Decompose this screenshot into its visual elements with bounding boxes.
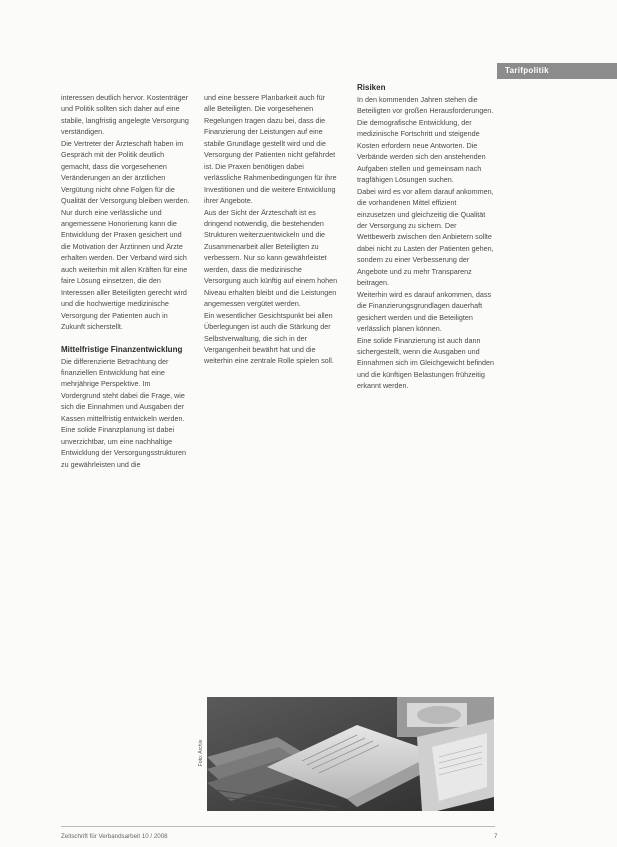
page-number: 7 xyxy=(494,833,498,840)
paragraph: Die differenzierte Betrachtung der finanziellen Entwicklung hat eine mehrjährige Perspektive. Im Vordergrund steht dabei die Frage, wie sich die Einnahmen und Ausgaben der Kassen mittelfristig entwickeln werden. xyxy=(61,356,185,423)
paragraph: Ein wesentlicher Gesichtspunkt bei allen Überlegungen ist auch die Stärkung der Selbstverwaltung, die sich in der Vergangenheit bewährt hat und die weiterhin eine zentrale Rolle spielen soll. xyxy=(204,310,334,366)
footer-publication: Zeitschrift für Verbandsarbeit 10 / 2008 xyxy=(61,833,168,840)
document-photo xyxy=(207,697,494,811)
section-heading: Risiken xyxy=(357,83,386,92)
photo-stacked-folders xyxy=(207,697,494,811)
section-tab: Tarifpolitik xyxy=(497,63,617,79)
paragraph: Weiterhin wird es darauf ankommen, dass die Finanzierungsgrundlagen dauerhaft gesichert werden und die Beteiligten verlässlich planen können. xyxy=(357,289,492,334)
section-heading: Mittelfristige Finanzentwicklung xyxy=(61,344,183,354)
text-column-2 xyxy=(204,92,338,367)
photo-credit-text: Foto: Archiv xyxy=(198,739,204,767)
footer-rule xyxy=(61,826,495,827)
paragraph: Die Vertreter der Ärzteschaft haben im Gespräch mit der Politik deutlich gemacht, dass die vorgesehenen Veränderungen an der ärztlichen Vergütung nicht ohne Folgen für die Qualität der Versorgung bleiben werden. Nur durch eine verlässliche und angemessene Honorierung kann die Entwicklung der Praxen gesichert und die Motivation der Ärztinnen und Ärzte erhalten werden. Der Verband wird sich auch weiterhin mit allen Kräften für eine faire Lösung einsetzen, die den Interessen aller Beteiligten gerecht wird und die hochwertige medizinische Versorgung der Patienten auch in Zukunft sicherstellt. xyxy=(61,138,190,332)
text-column-1 xyxy=(61,92,191,470)
photo-credit xyxy=(197,700,205,810)
paragraph: Dabei wird es vor allem darauf ankommen, die vorhandenen Mittel effizient einzusetzen und gleichzeitig die Qualität der Versorgung zu sichern. Der Wettbewerb zwischen den Anbietern sollte dabei nicht zu Lasten der Patienten gehen, sondern zu einer Verbesserung der Angebote und zu mehr Transparenz beitragen. xyxy=(357,186,494,288)
paragraph: Aus der Sicht der Ärzteschaft ist es dringend notwendig, die bestehenden Strukturen weiterzuentwickeln und die Zusammenarbeit aller Beteiligten zu verbessern. Nur so kann gewährleistet werden, dass die medizinische Versorgung auch künftig auf einem hohen Niveau erhalten bleibt und die Leistungen angemessen vergütet werden. xyxy=(204,207,338,309)
text-column-3 xyxy=(357,82,495,392)
paragraph: und eine bessere Planbarkeit auch für alle Beteiligten. Die vorgesehenen Regelungen tragen dazu bei, dass die Finanzierung der Leistungen auf eine stabile Grundlage gestellt wird und die Versorgung der Patienten nicht gefährdet ist. Die Praxen benötigen dabei verlässliche Rahmenbedingungen für ihre Investitionen und die weitere Entwicklung ihrer Angebote. xyxy=(204,93,337,206)
paragraph: Eine solide Finanzierung ist auch dann sichergestellt, wenn die Ausgaben und Einnahmen sich im Gleichgewicht befinden und die künftigen Belastungen frühzeitig erkannt werden. xyxy=(357,335,495,391)
paragraph: In den kommenden Jahren stehen die Beteiligten vor großen Herausforderungen. Die demografische Entwicklung, der medizinische Fortschritt und steigende Kosten erfordern neue Antworten. Die Verbände werden sich den anstehenden Aufgaben stellen und gemeinsam nach tragfähigen Lösungen suchen. xyxy=(357,95,494,185)
paragraph: interessen deutlich hervor. Kostenträger und Politik sollten sich daher auf eine stabile, langfristig angelegte Versorgung verständigen. xyxy=(61,93,189,137)
paragraph: Eine solide Finanzplanung ist dabei unverzichtbar, um eine nachhaltige Entwicklung der Versorgungsstrukturen zu gewährleisten und die xyxy=(61,425,187,469)
